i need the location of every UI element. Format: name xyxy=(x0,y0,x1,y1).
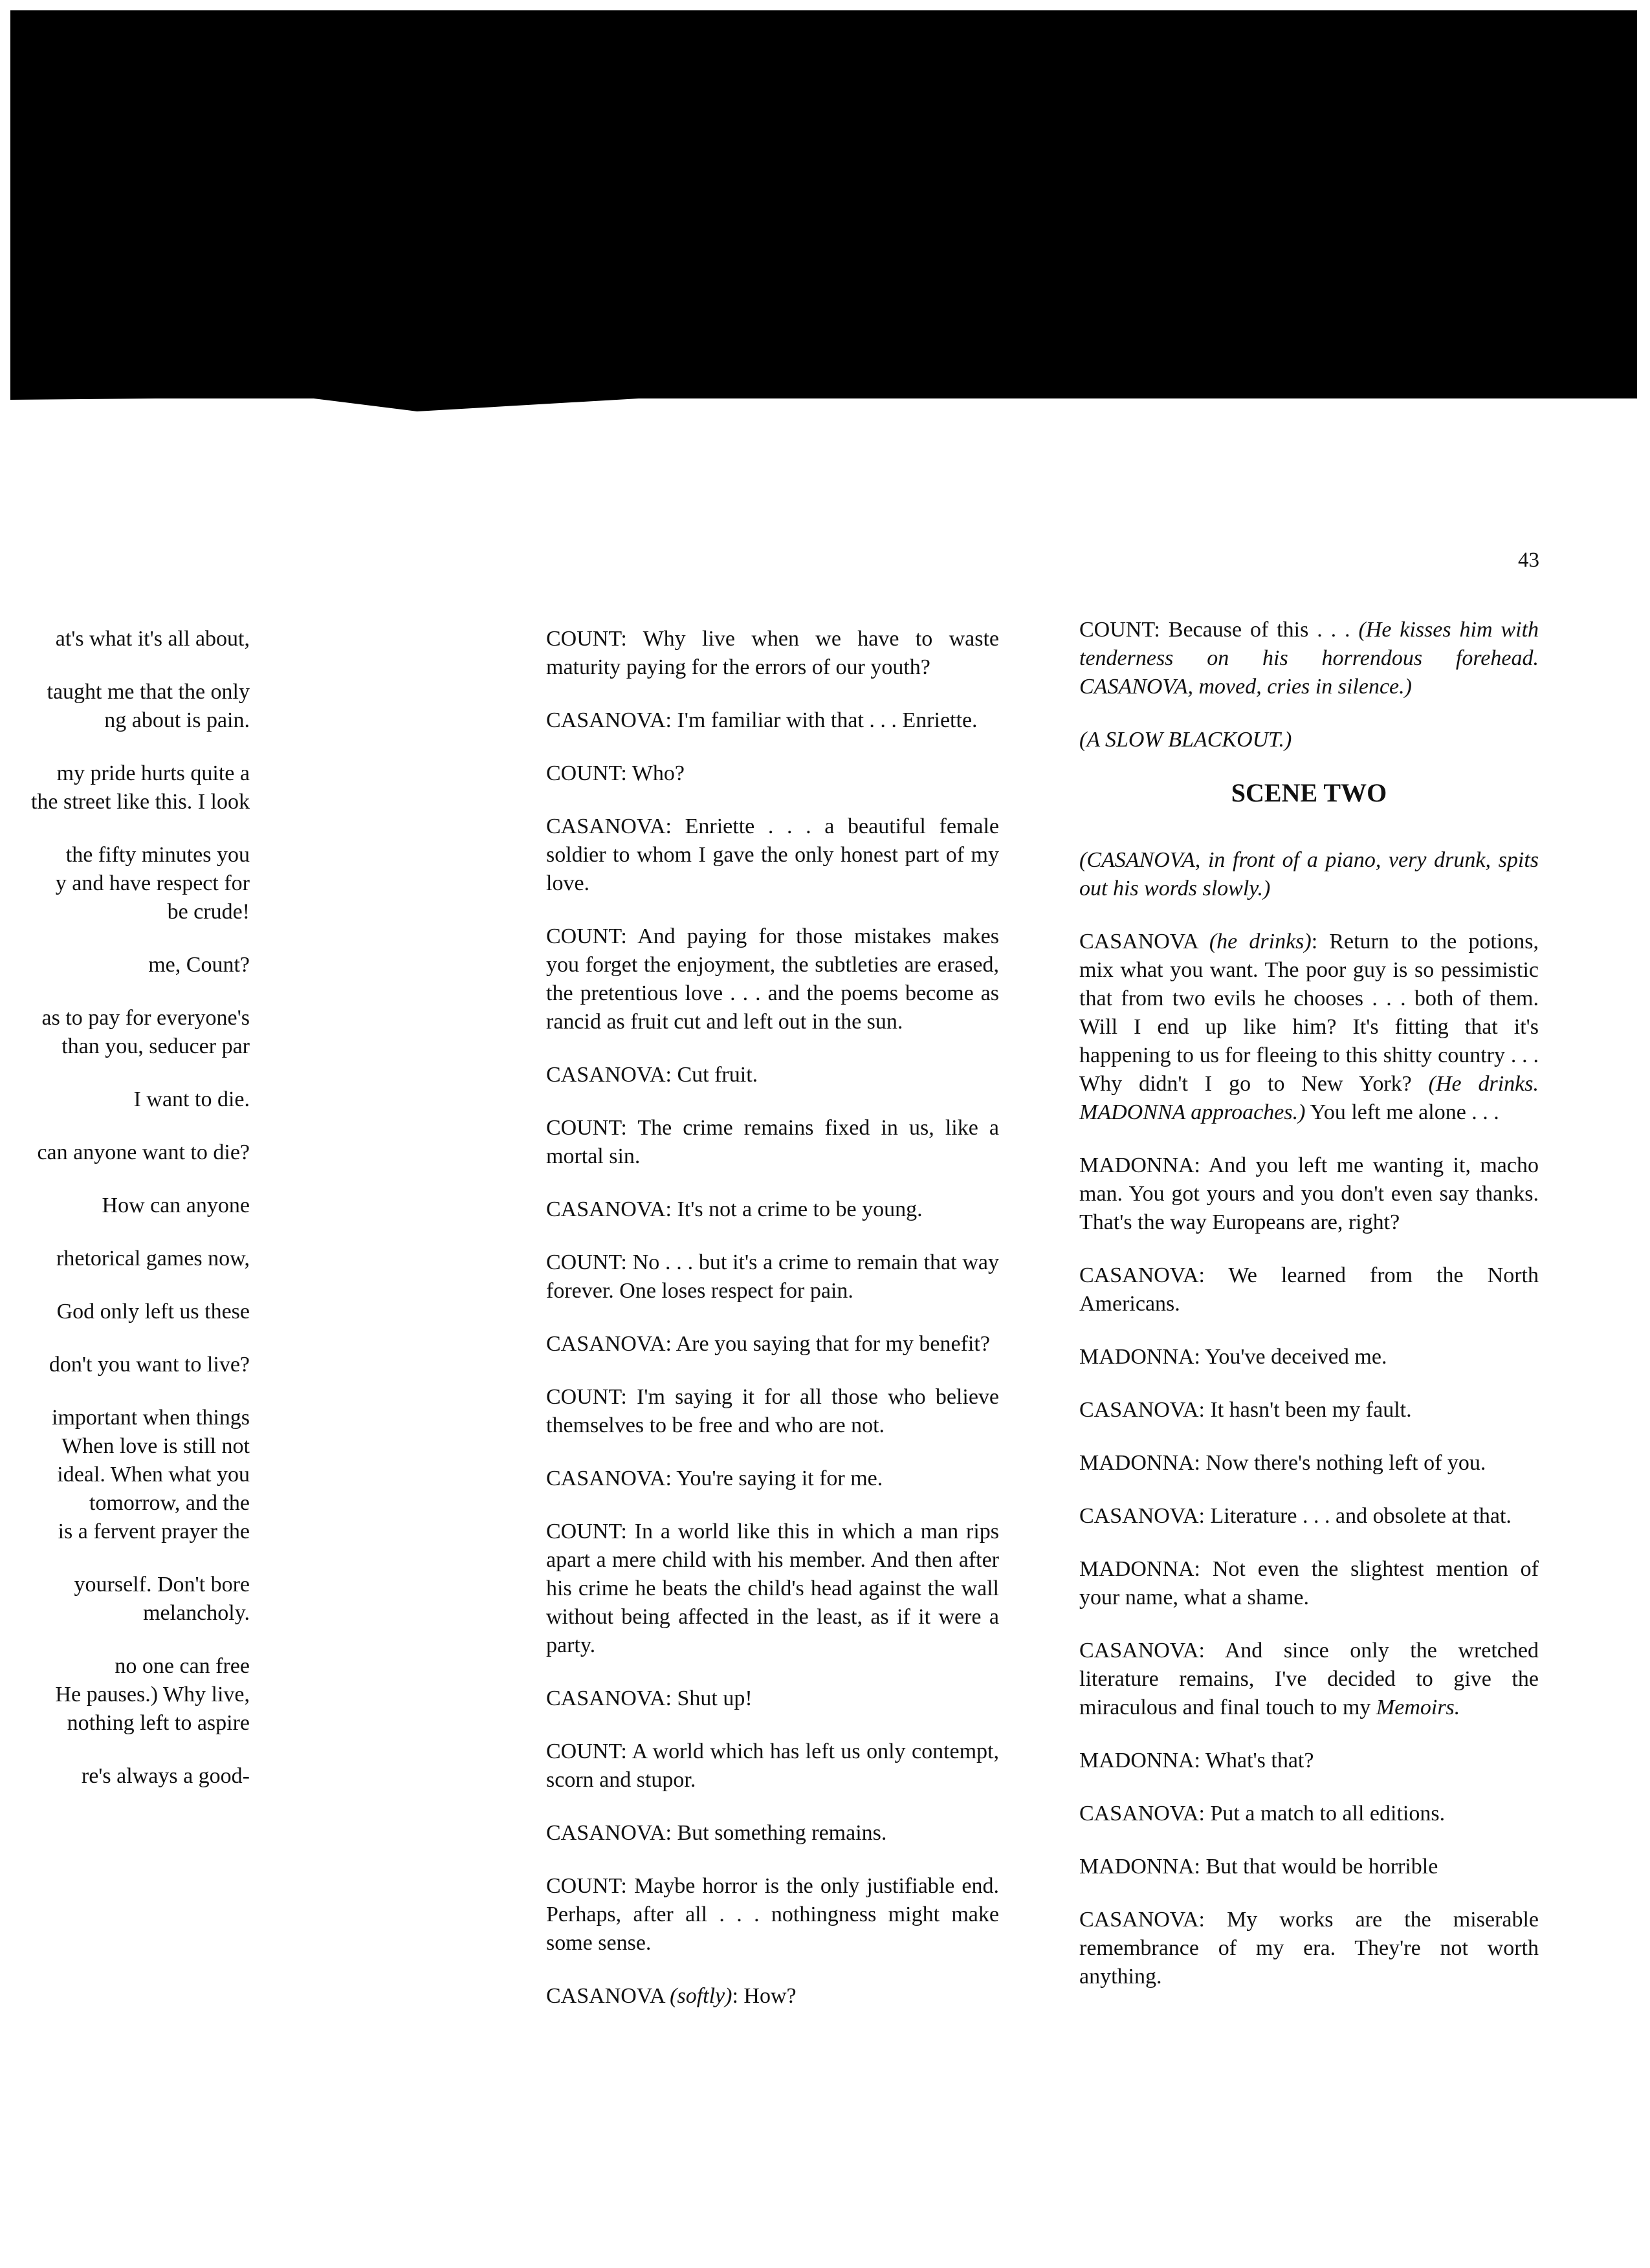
dialogue-line xyxy=(546,706,999,735)
left-fragment-block xyxy=(0,1192,250,1220)
dialogue-line xyxy=(1079,1747,1539,1775)
left-fragment-block xyxy=(0,1004,250,1061)
speaker-name: COUNT: xyxy=(1079,618,1160,642)
left-fragment-block xyxy=(0,1298,250,1326)
speaker-name: CASANOVA: xyxy=(546,1686,672,1710)
dialogue-text: Are you saying that for my benefit? xyxy=(676,1332,990,1356)
speaker-name: CASANOVA xyxy=(1079,930,1198,954)
stage-direction: (softly) xyxy=(670,1984,732,2008)
left-fragment-line: ng about is pain. xyxy=(104,708,250,732)
speaker-name: CASANOVA: xyxy=(546,814,672,838)
dialogue-text: What's that? xyxy=(1205,1749,1314,1772)
speaker-name: CASANOVA xyxy=(546,1984,665,2008)
stage-direction: (He drinks. MADONNA approaches.) xyxy=(1079,1072,1539,1124)
dialogue-line xyxy=(546,922,999,1036)
left-fragment-line: the street like this. I look xyxy=(30,790,250,814)
speaker-name: CASANOVA: xyxy=(546,708,672,732)
dialogue-text: No . . . but it's a crime to remain that way forever. One loses respect for pain. xyxy=(546,1250,1000,1303)
dialogue-line xyxy=(546,1383,999,1440)
dialogue-text: And you left me wanting it, macho man. You got yours and you don't even say thanks. That's the way Europeans are, right? xyxy=(1079,1153,1539,1234)
left-fragment-line: I want to die. xyxy=(133,1087,250,1111)
dialogue-text: Maybe horror is the only justifiable end. Perhaps, after all . . . nothingness might make some sense. xyxy=(546,1874,999,1955)
dialogue-line xyxy=(1079,1261,1539,1318)
left-fragment-line: God only left us these xyxy=(56,1300,250,1324)
dialogue-text: You left me alone . . . xyxy=(1310,1100,1499,1124)
speaker-name: MADONNA: xyxy=(1079,1557,1200,1581)
stage-direction: (he drinks) xyxy=(1209,930,1312,954)
dialogue-text: Return to the potions, mix what you want. The poor guy is so pessimistic that from two evils he chooses . . . both of them. Will I end up like him? It's fitting that it's happening to us for fleeing to this shitty country . . . Why didn't I go to New York? xyxy=(1079,930,1539,1096)
stage-direction: (He kisses him with tenderness on his horrendous forehead. CASANOVA, moved, cries in silence.) xyxy=(1079,618,1539,699)
dialogue-text: The crime remains fixed in us, like a mortal sin. xyxy=(546,1116,999,1168)
scene-stage-direction: (CASANOVA, in front of a piano, very drunk, spits out his words slowly.) xyxy=(1079,848,1539,900)
dialogue-text: You're saying it for me. xyxy=(676,1467,883,1490)
speaker-name: CASANOVA: xyxy=(546,1197,672,1221)
dialogue-line xyxy=(1079,1502,1539,1531)
left-fragment-block xyxy=(0,625,250,653)
left-fragment-line: re's always a good- xyxy=(81,1764,250,1788)
speaker-colon: : xyxy=(1311,930,1318,954)
left-fragment-block xyxy=(0,841,250,926)
dialogue-text: Enriette . . . a beautiful female soldier to whom I gave the only honest part of my love. xyxy=(546,814,999,895)
dialogue-line xyxy=(546,1872,999,1957)
dialogue-line xyxy=(546,625,999,682)
left-fragment-block xyxy=(0,1762,250,1791)
speaker-name: CASANOVA: xyxy=(1079,1398,1205,1422)
left-fragment-block xyxy=(0,1245,250,1273)
dialogue-text: My works are the miserable remembrance of my era. They're not worth anything. xyxy=(1079,1908,1539,1989)
speaker-name: MADONNA: xyxy=(1079,1855,1200,1879)
dialogue-line xyxy=(546,1982,999,2011)
left-fragment-block xyxy=(0,1404,250,1546)
left-fragment-block xyxy=(0,759,250,816)
left-column-fragments xyxy=(0,625,250,1815)
speaker-name: COUNT: xyxy=(546,1116,627,1140)
dialogue-line xyxy=(1079,616,1539,701)
right-column xyxy=(1079,616,1539,2016)
dialogue-line xyxy=(1079,928,1539,1127)
left-fragment-line: is a fervent prayer the xyxy=(58,1520,250,1543)
speaker-name: CASANOVA: xyxy=(1079,1908,1205,1932)
speaker-name: CASANOVA: xyxy=(1079,1802,1205,1826)
dialogue-line xyxy=(546,759,999,788)
speaker-name: CASANOVA: xyxy=(1079,1504,1205,1528)
left-fragment-line: ideal. When what you xyxy=(57,1463,250,1487)
speaker-name: COUNT: xyxy=(546,1385,627,1409)
left-fragment-line: than you, seducer par xyxy=(61,1034,250,1058)
dialogue-text: And paying for those mistakes makes you forget the enjoyment, the subtleties are erased, the pretentious love . . . and the poems become as rancid as fruit cut and left out in the sun. xyxy=(546,924,999,1034)
left-fragment-line: rhetorical games now, xyxy=(56,1247,250,1270)
dialogue-text: A world which has left us only contempt, scorn and stupor. xyxy=(546,1739,1000,1792)
dialogue-line xyxy=(546,1114,999,1171)
left-fragment-line: How can anyone xyxy=(102,1194,250,1217)
dialogue-text: Why live when we have to waste maturity paying for the errors of our youth? xyxy=(546,627,999,679)
left-fragment-line: important when things xyxy=(52,1406,250,1430)
dialogue-line xyxy=(546,1518,999,1660)
dialogue-line xyxy=(1079,1555,1539,1612)
speaker-name: MADONNA: xyxy=(1079,1749,1200,1772)
left-fragment-line: be crude! xyxy=(167,900,250,924)
dialogue-text: Because of this . . . xyxy=(1168,618,1350,642)
dialogue-text: In a world like this in which a man rips apart a mere child with his member. And then after his crime he beats the child's head against the wall without being affected in the least, as if it were a party. xyxy=(546,1520,999,1657)
speaker-name: CASANOVA: xyxy=(546,1821,672,1845)
left-fragment-block xyxy=(0,1652,250,1738)
left-fragment-line: taught me that the only xyxy=(47,680,250,704)
left-fragment-block xyxy=(0,1139,250,1167)
dialogue-text: Put a match to all editions. xyxy=(1210,1802,1446,1826)
blackout-direction: (A SLOW BLACKOUT.) xyxy=(1079,728,1292,752)
left-fragment-block xyxy=(0,678,250,735)
dialogue-text: It hasn't been my fault. xyxy=(1210,1398,1412,1422)
dialogue-line xyxy=(1079,1637,1539,1722)
left-fragment-block xyxy=(0,1351,250,1379)
dialogue-line xyxy=(1079,1343,1539,1371)
dialogue-line xyxy=(1079,1800,1539,1828)
left-fragment-line: no one can free xyxy=(115,1654,250,1678)
speaker-name: CASANOVA: xyxy=(1079,1263,1205,1287)
middle-column xyxy=(546,625,999,2035)
dialogue-line xyxy=(1079,1906,1539,1991)
dialogue-line xyxy=(546,1330,999,1358)
dialogue-line xyxy=(546,1819,999,1848)
left-fragment-line: as to pay for everyone's xyxy=(41,1006,250,1030)
left-fragment-line: can anyone want to die? xyxy=(37,1140,250,1164)
left-fragment-line: melancholy. xyxy=(143,1601,250,1625)
speaker-name: CASANOVA: xyxy=(546,1467,672,1490)
left-fragment-line: tomorrow, and the xyxy=(89,1491,250,1515)
dialogue-text: Not even the slightest mention of your name, what a shame. xyxy=(1079,1557,1539,1609)
dialogue-line xyxy=(1079,1151,1539,1237)
left-fragment-block xyxy=(0,1085,250,1114)
dialogue-text: We learned from the North Americans. xyxy=(1079,1263,1539,1316)
dialogue-line xyxy=(546,1465,999,1493)
left-fragment-block xyxy=(0,1571,250,1628)
speaker-name: CASANOVA: xyxy=(546,1332,672,1356)
speaker-name: CASANOVA: xyxy=(1079,1639,1205,1663)
dialogue-line xyxy=(546,1061,999,1089)
dialogue-text: Shut up! xyxy=(677,1686,753,1710)
speaker-name: COUNT: xyxy=(546,761,627,785)
left-fragment-line: don't you want to live? xyxy=(49,1353,250,1377)
dialogue-text: I'm familiar with that . . . Enriette. xyxy=(677,708,978,732)
left-fragment-line: my pride hurts quite a xyxy=(56,761,250,785)
speaker-name: COUNT: xyxy=(546,1874,627,1898)
dialogue-text: And since only the wretched literature remains, I've decided to give the miraculous and final touch to my xyxy=(1079,1639,1539,1719)
scene-heading: SCENE TWO xyxy=(1231,778,1387,807)
dialogue-text: Now there's nothing left of you. xyxy=(1205,1451,1486,1475)
left-fragment-block xyxy=(0,951,250,979)
dialogue-text: You've deceived me. xyxy=(1205,1345,1387,1369)
left-fragment-line: at's what it's all about, xyxy=(55,627,250,651)
speaker-colon: : xyxy=(732,1984,738,2008)
dialogue-line xyxy=(546,1685,999,1713)
left-fragment-line: nothing left to aspire xyxy=(67,1711,250,1735)
speaker-name: COUNT: xyxy=(546,1250,627,1274)
page-number: 43 xyxy=(1518,549,1539,572)
dialogue-text: But that would be horrible xyxy=(1205,1855,1438,1879)
left-fragment-line: me, Count? xyxy=(148,953,250,977)
redacted-black-band-edge xyxy=(10,388,1637,414)
left-fragment-line: y and have respect for xyxy=(55,871,250,895)
dialogue-line xyxy=(546,1738,999,1794)
speaker-name: COUNT: xyxy=(546,1739,627,1763)
left-fragment-line: When love is still not xyxy=(61,1434,250,1458)
speaker-name: COUNT: xyxy=(546,627,627,651)
dialogue-line xyxy=(1079,1853,1539,1881)
dialogue-line xyxy=(546,812,999,898)
dialogue-text: Who? xyxy=(632,761,685,785)
dialogue-text: How? xyxy=(743,1984,797,2008)
dialogue-text: Literature . . . and obsolete at that. xyxy=(1210,1504,1512,1528)
left-fragment-line: He pauses.) Why live, xyxy=(55,1683,250,1706)
speaker-name: MADONNA: xyxy=(1079,1345,1200,1369)
title-italic: Memoirs. xyxy=(1376,1696,1460,1719)
speaker-name: MADONNA: xyxy=(1079,1153,1200,1177)
dialogue-line xyxy=(546,1195,999,1224)
dialogue-line xyxy=(546,1248,999,1305)
dialogue-text: I'm saying it for all those who believe themselves to be free and who are not. xyxy=(546,1385,1000,1437)
dialogue-text: It's not a crime to be young. xyxy=(677,1197,923,1221)
left-fragment-line: yourself. Don't bore xyxy=(74,1573,250,1597)
redacted-black-band xyxy=(10,10,1637,398)
left-fragment-line: the fifty minutes you xyxy=(65,843,250,867)
dialogue-line xyxy=(1079,1449,1539,1477)
dialogue-text: But something remains. xyxy=(677,1821,887,1845)
dialogue-text: Cut fruit. xyxy=(677,1063,758,1087)
speaker-name: COUNT: xyxy=(546,1520,627,1543)
speaker-name: CASANOVA: xyxy=(546,1063,672,1087)
speaker-name: MADONNA: xyxy=(1079,1451,1200,1475)
speaker-name: COUNT: xyxy=(546,924,627,948)
dialogue-line xyxy=(1079,1396,1539,1424)
